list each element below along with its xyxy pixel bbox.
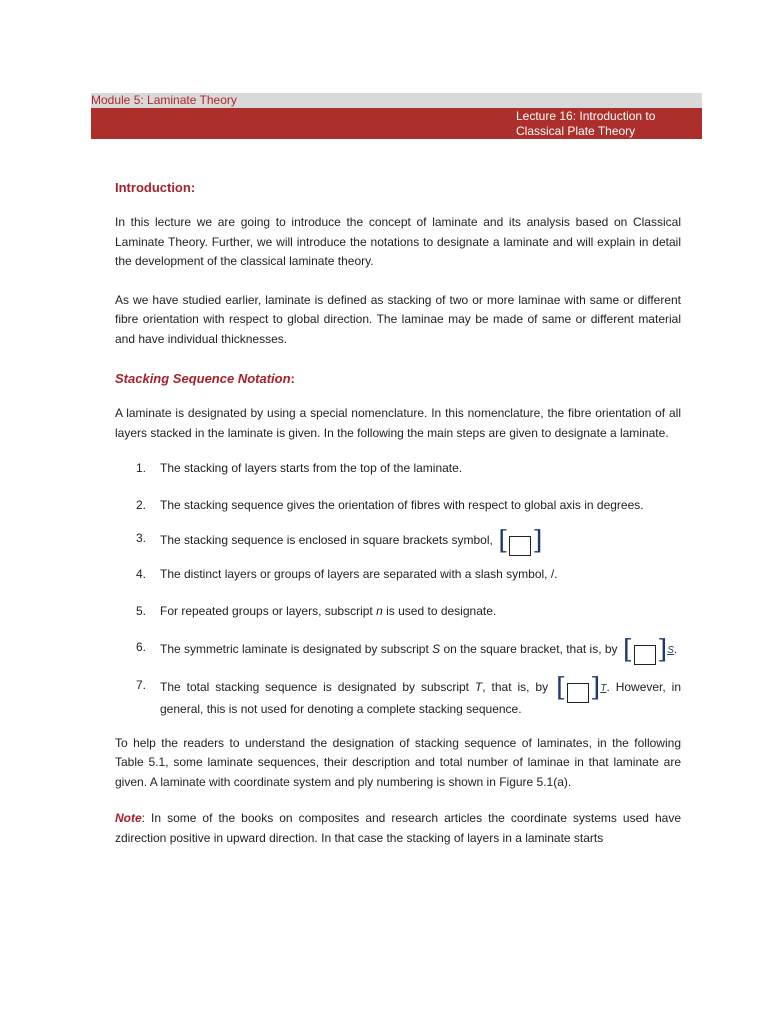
step-text-b: is used to designate.: [382, 603, 497, 618]
list-item: [115, 635, 681, 665]
intro-paragraph-2: As we have studied earlier, laminate is defined as stacking of two or more laminae with same or different fibre orientation with respect to global direction. The laminae may be made of same or different material and have individual thicknesses.: [115, 292, 681, 346]
subscript-t: T: [600, 683, 607, 695]
step-number: 7.: [136, 678, 147, 692]
step-text: The stacking sequence is enclosed in square brackets symbol,: [160, 533, 493, 548]
list-item: [115, 459, 681, 479]
square-bracket-symbol: [ ]: [622, 635, 668, 665]
note-paragraph: [115, 809, 681, 848]
list-item: [115, 526, 681, 556]
step-text: The distinct layers or groups of layers are separated with a slash symbol, /.: [160, 567, 558, 581]
list-item: [115, 673, 681, 720]
step-text-a: For repeated groups or layers, subscript: [160, 603, 377, 618]
step-number: 1.: [136, 461, 147, 475]
intro-paragraph-1: In this lecture we are going to introduce the concept of laminate and its analysis based on Classical Laminate Theory. Further, we will introduce the notations to designate a laminate and will explain in detail the development of the classical laminate theory.: [115, 215, 681, 268]
note-label: Note: [115, 811, 142, 825]
module-title: Module 5: Laminate Theory: [91, 93, 237, 107]
stacking-heading-text: Stacking Sequence Notation: [115, 371, 291, 386]
step-text-s: S: [432, 642, 441, 657]
square-bracket-symbol: [ ]: [556, 673, 601, 703]
step-number: 4.: [136, 567, 147, 581]
stacking-heading: [115, 371, 681, 386]
step-text-n: n: [376, 603, 383, 618]
document-body: [115, 170, 681, 848]
stacking-paragraph: A laminate is designated by using a special nomenclature. In this nomenclature, the fibre orientation of all layers stacked in the laminate is given. In the following the main steps are given to designate a laminate.: [115, 406, 681, 440]
step-number: 3.: [136, 531, 147, 545]
step-number: 6.: [136, 640, 147, 654]
steps-list: [115, 459, 681, 720]
step-number: 5.: [136, 603, 147, 618]
step-text-t: T: [474, 680, 483, 695]
step-text-b: , that is, by: [482, 680, 549, 695]
step-text: The stacking sequence gives the orientation of fibres with respect to global axis in degrees.: [160, 497, 644, 512]
module-header: [91, 93, 702, 108]
step-text-a: The symmetric laminate is designated by subscript: [160, 642, 433, 657]
step-number: 2.: [136, 497, 147, 512]
list-item: [115, 565, 681, 585]
list-item: [115, 496, 681, 516]
table-reference-paragraph: To help the readers to understand the designation of stacking sequence of laminates, in the following Table 5.1, some laminate sequences, their description and total number of laminae in that laminate are given. A laminate with coordinate system and ply numbering is shown in Figure 5.1(a).: [115, 735, 681, 789]
step-end: .: [673, 642, 678, 657]
stacking-heading-colon: :: [290, 371, 295, 386]
list-item: [115, 602, 681, 622]
step-text-b: on the square bracket, that is, by: [440, 642, 618, 657]
step-text-a: The total stacking sequence is designated by subscript: [160, 680, 475, 695]
note-text: : In some of the books on composites and research articles the coordinate systems used have zdirection positive in upward direction. In that case the stacking of layers in a laminate starts: [115, 811, 681, 845]
step-text-c: . However, in general, this is not used for denoting a complete stacking sequence.: [160, 680, 681, 716]
lecture-header-bar: [91, 108, 702, 139]
step-text: The stacking of layers starts from the top of the laminate.: [160, 461, 463, 475]
intro-heading: Introduction:: [115, 180, 196, 195]
lecture-title: Lecture 16: Introduction to Classical Plate Theory: [516, 109, 656, 138]
subscript-s: S: [667, 645, 674, 657]
square-bracket-symbol: [ ]: [498, 526, 543, 556]
